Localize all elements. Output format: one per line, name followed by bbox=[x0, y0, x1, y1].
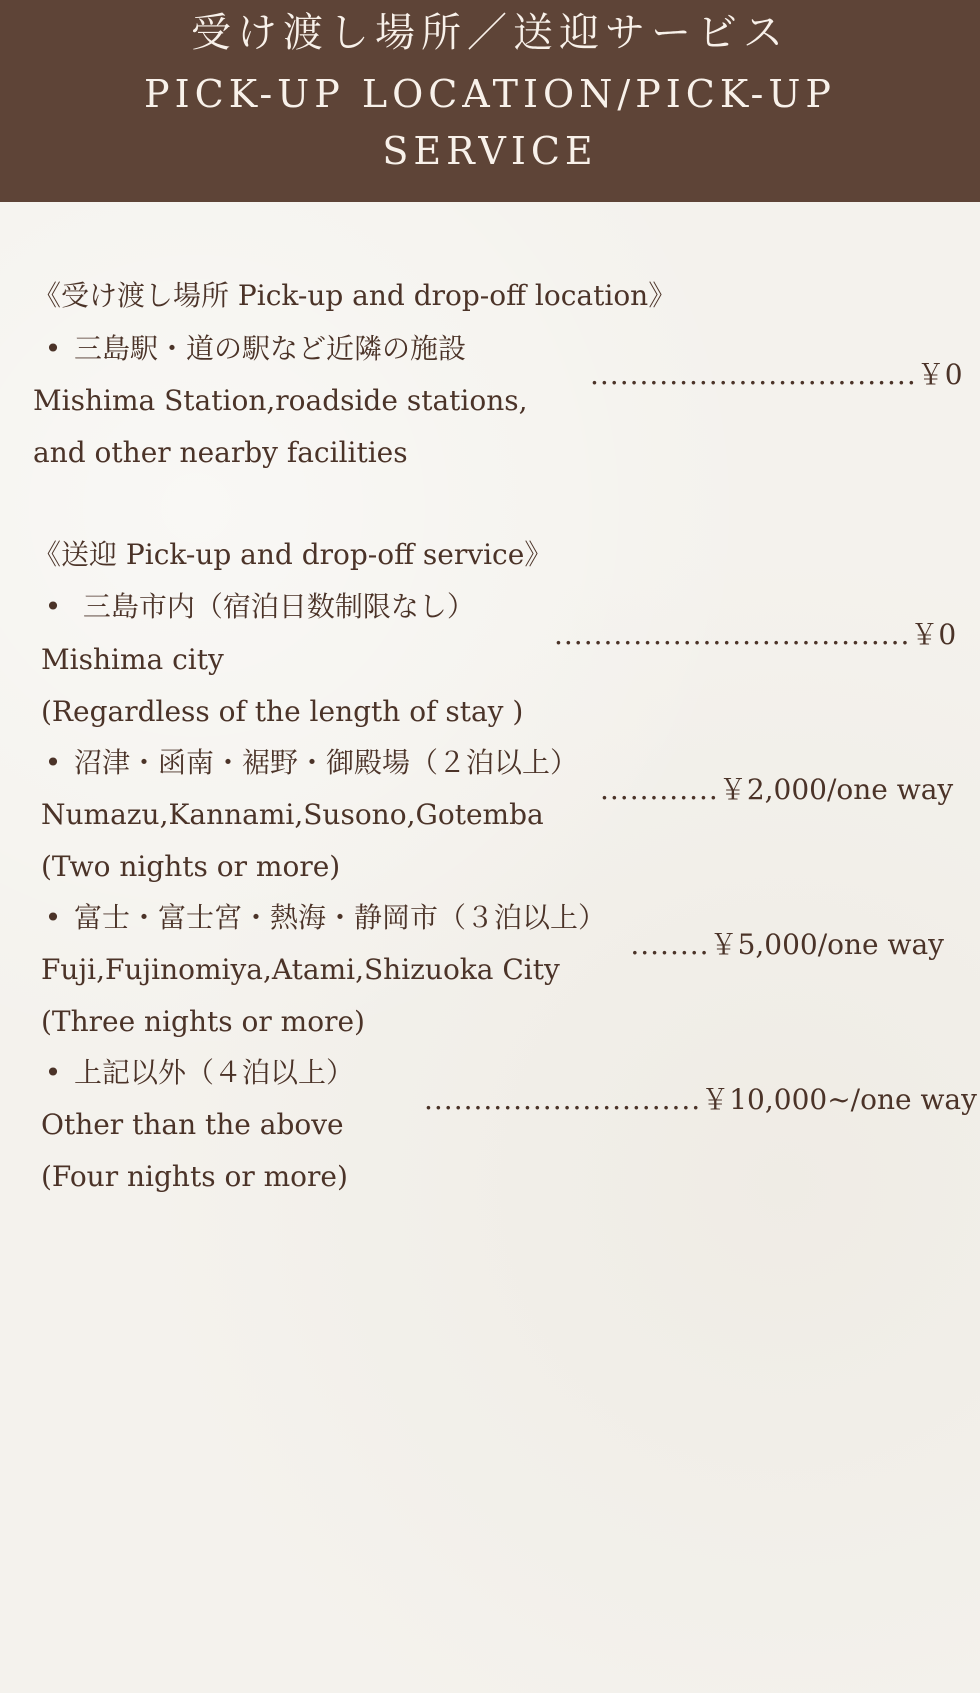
leader-dots: ............ bbox=[600, 773, 719, 806]
price-value: ￥0 bbox=[910, 618, 957, 651]
price-row-mishima-city bbox=[554, 617, 957, 653]
price-row-numazu bbox=[600, 772, 952, 808]
section-heading-pickup-location: 《受け渡し場所 Pick-up and drop-off location》 bbox=[33, 279, 677, 312]
item-numazu-en-line1: Numazu,Kannami,Susono,Gotemba bbox=[41, 798, 544, 831]
price-row-other bbox=[424, 1082, 977, 1118]
bullet-icon: • bbox=[44, 590, 62, 623]
item-mishima-station-jp bbox=[44, 331, 466, 367]
leader-dots: ........ bbox=[630, 928, 710, 961]
bullet-icon: • bbox=[44, 1056, 62, 1089]
item-mishima-city-en-line1: Mishima city bbox=[41, 643, 224, 676]
bullet-icon: • bbox=[44, 332, 62, 365]
item-jp-label: 富士・富士宮・熱海・静岡市（３泊以上） bbox=[74, 901, 607, 934]
item-mishima-city-en-line2: (Regardless of the length of stay ) bbox=[41, 695, 524, 728]
item-numazu-jp bbox=[44, 745, 578, 781]
bullet-icon: • bbox=[44, 746, 62, 779]
item-fuji-en-line1: Fuji,Fujinomiya,Atami,Shizuoka City bbox=[41, 953, 560, 986]
price-value: ￥2,000/one way bbox=[718, 773, 954, 806]
price-row-mishima-station bbox=[590, 357, 963, 393]
item-other-en-line1: Other than the above bbox=[41, 1108, 344, 1141]
item-other-jp bbox=[44, 1055, 354, 1091]
leader-dots: ............................ bbox=[424, 1083, 702, 1116]
leader-dots: ................................. bbox=[590, 358, 917, 391]
item-mishima-station-en-line2: and other nearby facilities bbox=[33, 436, 408, 469]
bullet-icon: • bbox=[44, 901, 62, 934]
price-value: ￥5,000/one way bbox=[709, 928, 944, 961]
item-numazu-en-line2: (Two nights or more) bbox=[41, 850, 341, 883]
section-heading-pickup-service: 《送迎 Pick-up and drop-off service》 bbox=[33, 538, 553, 571]
item-jp-label: 上記以外（４泊以上） bbox=[74, 1056, 355, 1089]
page-title-jp: 受け渡し場所／送迎サービス bbox=[191, 10, 789, 56]
item-fuji-jp bbox=[44, 900, 606, 936]
item-jp-label: 沼津・函南・裾野・御殿場（２泊以上） bbox=[74, 746, 579, 779]
price-value: ￥10,000~/one way bbox=[701, 1083, 977, 1116]
item-mishima-city-jp bbox=[44, 589, 475, 625]
price-row-fuji bbox=[624, 927, 944, 963]
item-jp-label: 三島市内（宿泊日数制限なし） bbox=[74, 590, 475, 623]
leader-dots: .................................... bbox=[554, 618, 911, 651]
item-mishima-station-en-line1: Mishima Station,roadside stations, bbox=[33, 384, 528, 417]
item-fuji-en-line2: (Three nights or more) bbox=[41, 1005, 365, 1038]
item-jp-label: 三島駅・道の駅など近隣の施設 bbox=[74, 332, 467, 365]
price-value: ￥0 bbox=[916, 358, 963, 391]
page-title-en: PICK-UP LOCATION/PICK-UP SERVICE bbox=[144, 72, 836, 173]
item-other-en-line2: (Four nights or more) bbox=[41, 1160, 348, 1193]
